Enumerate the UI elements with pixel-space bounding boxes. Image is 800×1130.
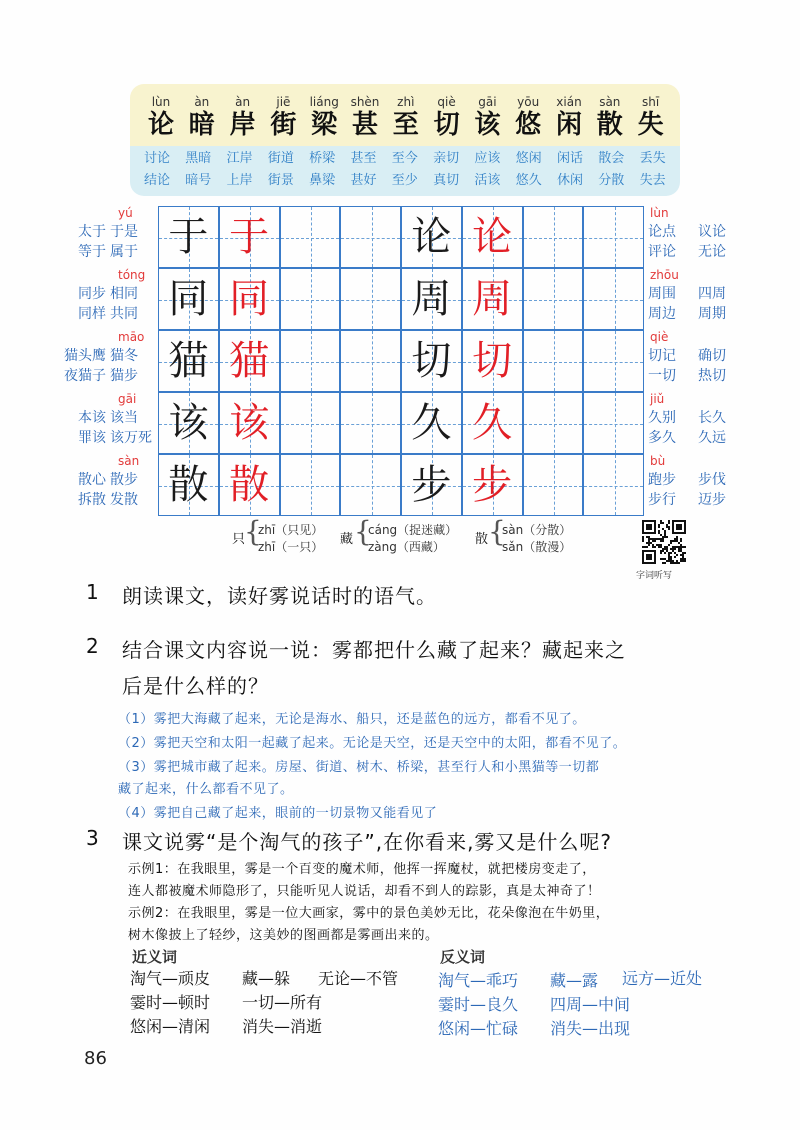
poly-san-char: 散 xyxy=(475,532,489,547)
vocab-word: 休闲 xyxy=(556,173,583,188)
vocab-word: 真切 xyxy=(433,173,460,188)
vocab-char-pinyin: xián xyxy=(556,95,582,109)
question-2-line1: 结合课文内容说一说：雾都把什么藏了起来？藏起来之 xyxy=(122,638,626,662)
vocab-char xyxy=(466,94,508,140)
grid-cell xyxy=(523,330,584,392)
vocab-char-hanzi: 该 xyxy=(474,110,501,140)
vocab-word: 鼻梁 xyxy=(309,173,336,188)
side-word: 该万死 xyxy=(110,430,152,446)
vocab-char-hanzi: 失 xyxy=(637,110,664,140)
model-char: 同 xyxy=(168,276,209,322)
side-word: 猫步 xyxy=(110,368,138,384)
vocab-char-pinyin: shèn xyxy=(350,95,380,109)
side-word: 切记 xyxy=(648,348,676,364)
synonym-item: 淘气—顽皮 xyxy=(130,969,211,988)
vocab-char xyxy=(385,94,427,140)
synonym-item: 一切—所有 xyxy=(242,993,323,1012)
grid-guide xyxy=(554,331,555,391)
tracing-char: 论 xyxy=(472,214,513,260)
vocab-word: 甚至 xyxy=(350,151,377,166)
side-word: 拆散 xyxy=(78,492,106,508)
grid-guide xyxy=(524,424,583,425)
antonym-item: 远方—近处 xyxy=(622,969,703,988)
vocab-char-pinyin: lùn xyxy=(151,95,171,109)
antonym-item: 霎时—良久 xyxy=(438,995,519,1014)
side-word: 猫冬 xyxy=(110,348,138,364)
poly-zhi-char: 只 xyxy=(232,532,246,547)
side-pinyin: bù xyxy=(650,454,666,468)
grid-guide xyxy=(584,486,643,487)
grid-guide xyxy=(615,207,616,267)
side-word: 属于 xyxy=(110,244,138,260)
poly-cang-a: cáng（捉迷藏） xyxy=(368,523,458,537)
grid-guide xyxy=(584,362,643,363)
side-word: 步伐 xyxy=(698,472,726,488)
poly-san-b: sǎn（散漫） xyxy=(502,540,572,554)
answer-line: 藏了起来，什么都看不见了。 xyxy=(118,782,294,797)
tracing-char: 同 xyxy=(229,276,270,322)
answer-line: （3）雾把城市藏了起来。房屋、街道、树木、桥梁，甚至行人和小黑猫等一切都 xyxy=(118,760,600,775)
grid-guide xyxy=(311,207,312,267)
side-pinyin: tóng xyxy=(118,268,146,282)
side-pinyin: gāi xyxy=(118,392,137,406)
vocab-words xyxy=(134,148,674,194)
side-word: 周边 xyxy=(648,306,676,322)
vocab-char-pinyin: àn xyxy=(235,95,251,109)
vocab-char-hanzi: 悠 xyxy=(515,110,542,140)
model-char: 于 xyxy=(168,214,209,260)
vocab-char-hanzi: 暗 xyxy=(188,110,215,140)
grid-guide xyxy=(341,424,400,425)
vocab-char xyxy=(262,94,304,140)
right-word-panel xyxy=(648,206,748,516)
vocab-char xyxy=(344,94,386,140)
grid-cell xyxy=(523,268,584,330)
grid-guide xyxy=(372,393,373,453)
side-word: 该当 xyxy=(110,410,138,426)
question-2-line2: 后是什么样的？ xyxy=(122,674,269,698)
tracing-char: 于 xyxy=(229,214,270,260)
vocab-char xyxy=(589,94,631,140)
model-char: 该 xyxy=(168,400,209,446)
vocab-char xyxy=(222,94,264,140)
grid-cell xyxy=(523,454,584,516)
tracing-char: 周 xyxy=(472,276,513,322)
vocab-word: 讨论 xyxy=(143,151,170,166)
grid-cell xyxy=(280,392,341,454)
grid-guide xyxy=(281,238,340,239)
grid-guide xyxy=(584,238,643,239)
vocab-word: 暗号 xyxy=(185,173,212,188)
qr-label: 字词听写 xyxy=(636,571,673,581)
grid-guide xyxy=(372,331,373,391)
synonyms-title: 近义词 xyxy=(132,948,178,966)
example-line: 连人都被魔术师隐形了，只能听见人说话，却看不到人的踪影，真是太神奇了！ xyxy=(128,884,601,899)
grid-cell xyxy=(340,330,401,392)
vocab-char-pinyin: jiē xyxy=(276,95,291,109)
grid-cell xyxy=(583,268,644,330)
grid-cell xyxy=(340,392,401,454)
vocab-char-hanzi: 至 xyxy=(392,110,419,140)
grid-guide xyxy=(524,486,583,487)
synonym-item: 藏—躲 xyxy=(242,969,291,988)
grid-guide xyxy=(341,300,400,301)
vocab-char-hanzi: 切 xyxy=(433,110,460,140)
vocab-char-pinyin: gāi xyxy=(478,95,497,109)
side-word: 等于 xyxy=(78,244,106,260)
side-word: 迈步 xyxy=(698,492,726,508)
grid-guide xyxy=(311,269,312,329)
brace-icon: { xyxy=(244,515,262,548)
tracing-char: 散 xyxy=(229,462,270,508)
question-3-text: 课文说雾“是个淘气的孩子”,在你看来,雾又是什么呢? xyxy=(122,830,613,854)
vocab-char xyxy=(181,94,223,140)
grid-cell xyxy=(340,268,401,330)
grid-guide xyxy=(584,300,643,301)
page-number: 86 xyxy=(84,1048,107,1069)
side-word: 久别 xyxy=(648,410,676,426)
grid-cell xyxy=(583,206,644,268)
vocab-char-pinyin: liáng xyxy=(309,95,339,109)
vocab-word: 结论 xyxy=(143,173,170,188)
vocab-word: 散会 xyxy=(598,151,625,166)
grid-guide xyxy=(554,207,555,267)
grid-guide xyxy=(524,300,583,301)
vocab-char-pinyin: shī xyxy=(641,95,660,109)
grid-guide xyxy=(311,331,312,391)
vocab-word: 甚好 xyxy=(350,173,377,188)
answer-line: （1）雾把大海藏了起来，无论是海水、船只，还是蓝色的远方，都看不见了。 xyxy=(118,712,586,727)
vocab-char-hanzi: 梁 xyxy=(311,110,338,140)
side-word: 论点 xyxy=(648,224,676,240)
vocab-word: 分散 xyxy=(598,173,625,188)
vocab-word: 上岸 xyxy=(226,173,253,188)
vocab-char xyxy=(548,94,590,140)
brace-icon: { xyxy=(354,515,372,548)
poly-cang-char: 藏 xyxy=(340,532,354,547)
side-word: 发散 xyxy=(110,492,138,508)
side-pinyin: qiè xyxy=(650,330,669,344)
vocab-char xyxy=(630,94,672,140)
vocab-word: 悠久 xyxy=(515,173,542,188)
side-word: 于是 xyxy=(110,224,138,240)
model-char: 步 xyxy=(411,462,452,508)
grid-cell xyxy=(340,206,401,268)
vocab-char xyxy=(507,94,549,140)
question-1-number: 1 xyxy=(86,580,99,604)
vocab-char-pinyin: zhì xyxy=(397,95,415,109)
grid-guide xyxy=(372,269,373,329)
grid-guide xyxy=(311,393,312,453)
side-pinyin: yú xyxy=(118,206,133,220)
model-char: 论 xyxy=(411,214,452,260)
vocab-char xyxy=(426,94,468,140)
grid-guide xyxy=(615,393,616,453)
grid-cell xyxy=(280,268,341,330)
vocab-char-pinyin: yōu xyxy=(517,95,540,109)
vocab-word: 活该 xyxy=(474,173,501,188)
side-word: 热切 xyxy=(698,368,726,384)
model-char: 久 xyxy=(411,400,452,446)
grid-cell xyxy=(583,392,644,454)
side-word: 罪该 xyxy=(78,430,106,446)
left-word-panel xyxy=(60,206,160,516)
example-line: 示例2：在我眼里，雾是一位大画家，雾中的景色美妙无比，花朵像泡在牛奶里， xyxy=(128,906,610,921)
grid-guide xyxy=(281,300,340,301)
vocab-word: 至少 xyxy=(391,173,418,188)
side-word: 议论 xyxy=(698,224,726,240)
tracing-char: 切 xyxy=(472,338,513,384)
side-word: 同样 xyxy=(78,306,106,322)
vocab-char xyxy=(303,94,345,140)
grid-cell xyxy=(523,206,584,268)
vocab-word: 闲话 xyxy=(556,151,583,166)
poly-cang-b: zàng（西藏） xyxy=(368,540,445,554)
grid-guide xyxy=(372,455,373,515)
side-pinyin: sàn xyxy=(118,454,140,468)
grid-guide xyxy=(524,238,583,239)
side-word: 无论 xyxy=(698,244,726,260)
vocab-word: 街道 xyxy=(267,151,294,166)
grid-cell xyxy=(583,330,644,392)
tracing-char: 该 xyxy=(229,400,270,446)
side-word: 周围 xyxy=(648,286,676,302)
side-word: 夜猫子 xyxy=(64,368,106,384)
model-char: 切 xyxy=(411,338,452,384)
side-word: 本该 xyxy=(78,410,106,426)
side-word: 周期 xyxy=(698,306,726,322)
side-word: 散心 xyxy=(78,472,106,488)
vocab-char-hanzi: 甚 xyxy=(351,110,378,140)
vocab-char-pinyin: sàn xyxy=(599,95,621,109)
question-1-text: 朗读课文，读好雾说话时的语气。 xyxy=(122,584,437,608)
antonym-item: 消失—出现 xyxy=(550,1019,631,1038)
side-pinyin: māo xyxy=(118,330,145,344)
vocab-chars xyxy=(140,94,670,144)
grid-guide xyxy=(341,486,400,487)
vocab-char-hanzi: 街 xyxy=(270,110,297,140)
vocab-char-hanzi: 闲 xyxy=(555,110,582,140)
poly-zhi-b: zhī（一只） xyxy=(258,540,324,554)
vocab-word: 桥梁 xyxy=(309,151,336,166)
side-word: 共同 xyxy=(110,306,138,322)
grid-guide xyxy=(281,486,340,487)
vocab-char-hanzi: 论 xyxy=(147,110,174,140)
antonym-item: 藏—露 xyxy=(550,971,599,990)
antonym-item: 淘气—乖巧 xyxy=(438,971,519,990)
grid-cell xyxy=(340,454,401,516)
grid-cell xyxy=(583,454,644,516)
vocab-word: 江岸 xyxy=(226,151,253,166)
grid-guide xyxy=(554,393,555,453)
example-line: 树木像披上了轻纱，这美妙的图画都是雾画出来的。 xyxy=(128,928,439,943)
poly-san-a: sàn（分散） xyxy=(502,523,572,537)
vocab-word: 失去 xyxy=(639,173,666,188)
grid-cell xyxy=(280,330,341,392)
side-word: 同步 xyxy=(78,286,106,302)
model-char: 散 xyxy=(168,462,209,508)
vocab-word: 亲切 xyxy=(433,151,460,166)
grid-guide xyxy=(615,455,616,515)
side-word: 评论 xyxy=(648,244,676,260)
side-pinyin: lùn xyxy=(650,206,669,220)
vocab-char-hanzi: 岸 xyxy=(229,110,256,140)
grid-guide xyxy=(615,331,616,391)
vocab-char-pinyin: àn xyxy=(194,95,210,109)
vocab-char-pinyin: qiè xyxy=(437,95,456,109)
grid-guide xyxy=(554,455,555,515)
tracing-char: 猫 xyxy=(229,338,270,384)
grid-guide xyxy=(341,362,400,363)
antonym-item: 四周—中间 xyxy=(550,995,631,1014)
grid-cell xyxy=(280,454,341,516)
grid-guide xyxy=(554,269,555,329)
qr-code-icon[interactable] xyxy=(642,520,686,564)
side-word: 四周 xyxy=(698,286,726,302)
grid-cell xyxy=(523,392,584,454)
grid-guide xyxy=(372,207,373,267)
model-char: 猫 xyxy=(168,338,209,384)
grid-guide xyxy=(281,362,340,363)
vocab-word: 悠闲 xyxy=(515,151,542,166)
side-word: 太于 xyxy=(78,224,106,240)
grid-cell xyxy=(280,206,341,268)
model-char: 周 xyxy=(411,276,452,322)
writing-grid xyxy=(158,206,644,516)
side-pinyin: jiǔ xyxy=(650,392,665,406)
vocab-word: 丢失 xyxy=(639,151,666,166)
vocab-word: 应该 xyxy=(474,151,501,166)
question-3-number: 3 xyxy=(86,826,99,850)
poly-zhi-a: zhī（只见） xyxy=(258,523,324,537)
side-word: 多久 xyxy=(648,430,676,446)
grid-guide xyxy=(341,238,400,239)
vocab-word: 街景 xyxy=(267,173,294,188)
side-word: 猫头鹰 xyxy=(64,348,106,364)
example-line: 示例1：在我眼里，雾是一个百变的魔术师，他挥一挥魔杖，就把楼房变走了， xyxy=(128,862,596,877)
grid-guide xyxy=(615,269,616,329)
side-word: 跑步 xyxy=(648,472,676,488)
vocab-char-hanzi: 散 xyxy=(596,110,623,140)
side-word: 步行 xyxy=(648,492,676,508)
side-word: 久远 xyxy=(698,430,726,446)
side-word: 散步 xyxy=(110,472,138,488)
grid-guide xyxy=(524,362,583,363)
vocab-char xyxy=(140,94,182,140)
side-word: 确切 xyxy=(698,348,726,364)
synonym-item: 无论—不管 xyxy=(318,969,399,988)
vocab-word: 至今 xyxy=(391,151,418,166)
side-word: 相同 xyxy=(110,286,138,302)
vocab-word: 黑暗 xyxy=(185,151,212,166)
grid-guide xyxy=(281,424,340,425)
side-word: 长久 xyxy=(698,410,726,426)
brace-icon: { xyxy=(488,515,506,548)
tracing-char: 久 xyxy=(472,400,513,446)
side-word: 一切 xyxy=(648,368,676,384)
answer-line: （2）雾把天空和太阳一起藏了起来。无论是天空，还是天空中的太阳，都看不见了。 xyxy=(118,736,627,751)
tracing-char: 步 xyxy=(472,462,513,508)
side-pinyin: zhōu xyxy=(650,268,679,282)
antonym-item: 悠闲—忙碌 xyxy=(438,1019,519,1038)
synonym-item: 悠闲—清闲 xyxy=(130,1017,211,1036)
grid-guide xyxy=(584,424,643,425)
grid-guide xyxy=(311,455,312,515)
answer-line: （4）雾把自己藏了起来，眼前的一切景物又能看见了 xyxy=(118,806,438,821)
synonym-item: 霎时—顿时 xyxy=(130,993,211,1012)
question-2-number: 2 xyxy=(86,634,99,658)
synonym-item: 消失—消逝 xyxy=(242,1017,323,1036)
antonyms-title: 反义词 xyxy=(440,948,486,966)
